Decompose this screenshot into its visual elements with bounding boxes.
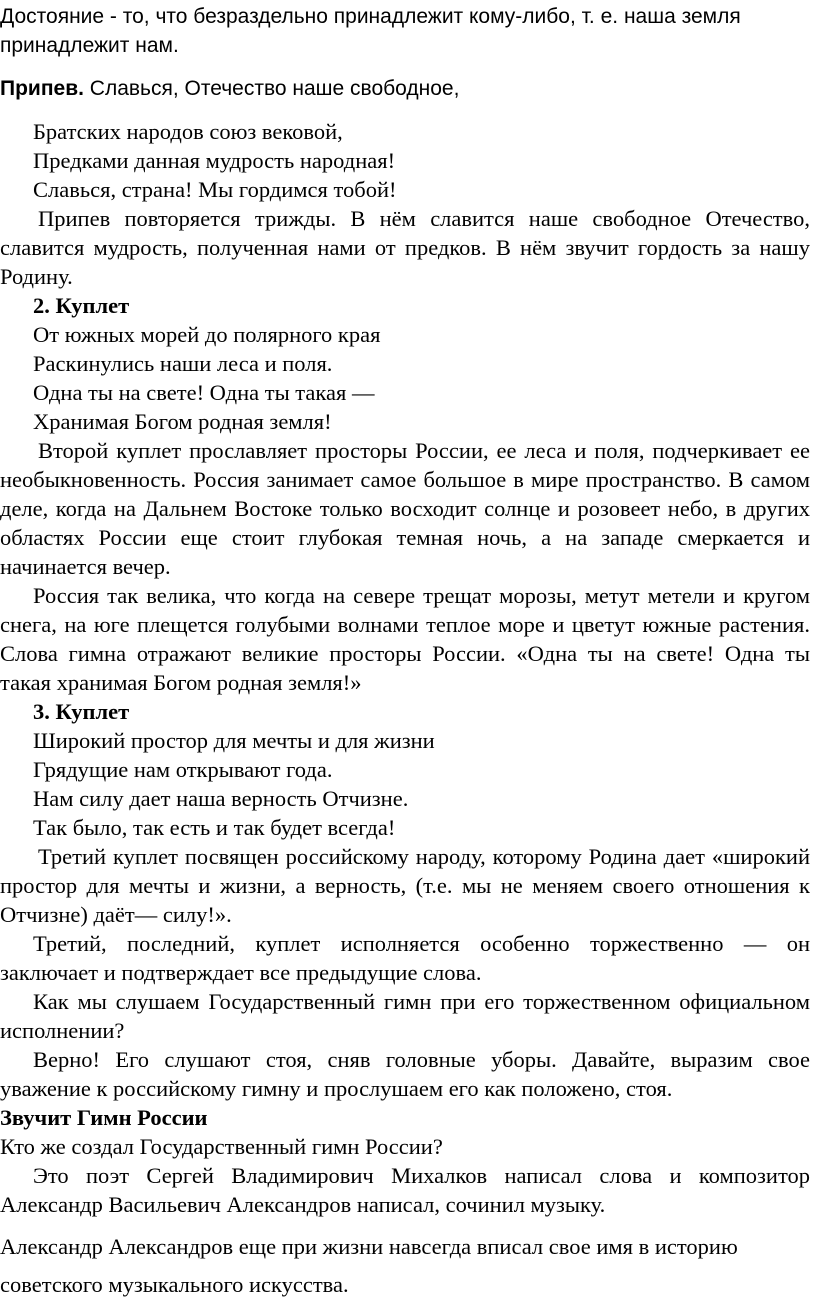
verse3-comment-2: Третий, последний, куплет исполняется особенно торжественно — он заключает и подтверждает все предыдущие слова.: [0, 931, 810, 985]
verse2-heading: [0, 291, 810, 320]
anthem-closing: Александр Александров еще при жизни навсегда вписал свое имя в историю советского музыкального искусства.: [0, 1234, 738, 1297]
verse3-line-4: Так было, так есть и так будет всегда!: [33, 815, 396, 840]
chorus-line-2: Предками данная мудрость народная!: [33, 148, 396, 173]
verse3-heading: [0, 697, 810, 726]
verse2-line-2: Раскинулись наши леса и поля.: [33, 351, 333, 376]
intro-line-2: принадлежит нам.: [0, 34, 179, 57]
verse3-answer: Верно! Его слушают стоя, сняв головные уборы. Давайте, выразим свое уважение к российскому гимну и прослушаем его как положено, стоя.: [0, 1047, 810, 1101]
anthem-answer: Это поэт Сергей Владимирович Михалков написал слова и композитор Александр Васильевич Александров написал, сочинил музыку.: [0, 1163, 810, 1217]
chorus-label: Припев.: [0, 77, 84, 100]
verse3-comment-1: Третий куплет посвящен российскому народу, которому Родина дает «широкий простор для мечты и жизни, а верность, (т.е. мы не меняем своего отношения к Отчизне) даёт— силу!».: [0, 844, 810, 927]
chorus-line-0: Славься, Отечество наше свободное,: [83, 77, 460, 100]
verse3-line-2: Грядущие нам открывают года.: [33, 757, 333, 782]
chorus-comment: Припев повторяется трижды. В нём славится наше свободное Отечество, славится мудрость, полученная нами от предков. В нём звучит гордость за нашу Родину.: [0, 206, 810, 289]
intro-line-1: Достояние - то, что безраздельно принадлежит кому-либо, т. е. наша земля: [0, 5, 741, 28]
verse3-line-1: Широкий простор для мечты и для жизни: [33, 728, 435, 753]
verse3-heading-text: 3. Куплет: [33, 699, 130, 724]
anthem-question: Кто же создал Государственный гимн России?: [0, 1134, 443, 1159]
verse2-line-3: Одна ты на свете! Одна ты такая —: [33, 380, 375, 405]
verse2-comment-2: Россия так велика, что когда на севере трещат морозы, метут метели и кругом снега, на юге плещется голубыми волнами теплое море и цветут южные растения. Слова гимна отражают великие просторы России. «Одна ты на свете! Одна ты такая хранимая Богом родная земля!»: [0, 583, 810, 695]
verse2-line-1: От южных морей до полярного края: [33, 322, 381, 347]
verse2-heading-text: 2. Куплет: [33, 293, 130, 318]
chorus-line-3: Славься, страна! Мы гордимся тобой!: [33, 177, 397, 202]
verse3-line-3: Нам силу дает наша верность Отчизне.: [33, 786, 409, 811]
verse3-question: Как мы слушаем Государственный гимн при его торжественном официальном исполнении?: [0, 989, 810, 1043]
verse2-line-4: Хранимая Богом родная земля!: [33, 409, 332, 434]
anthem-heading: [0, 1103, 810, 1132]
anthem-heading-text: Звучит Гимн России: [0, 1105, 208, 1130]
chorus-first-line: [0, 74, 810, 103]
verse2-comment-1: Второй куплет прославляет просторы России, ее леса и поля, подчеркивает ее необыкновенность. Россия занимает самое большое в мире пространство. В самом деле, когда на Дальнем Востоке только восходит солнце и розовеет небо, в других областях России еще стоит глубокая темная ночь, а на западе смеркается и начинается вечер.: [0, 438, 810, 579]
chorus-line-1: Братских народов союз вековой,: [33, 119, 343, 144]
